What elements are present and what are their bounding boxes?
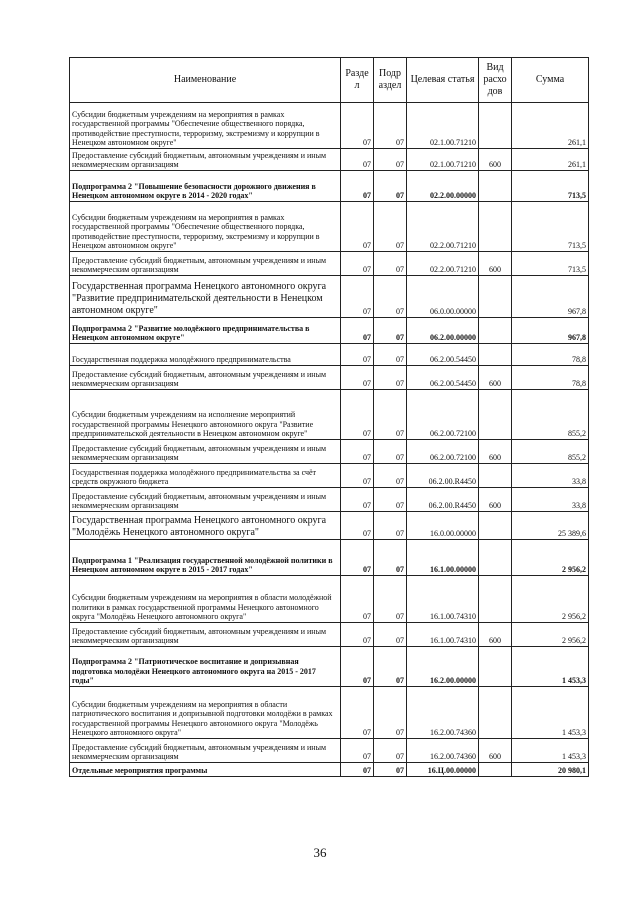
row-target: 06.2.00.R4450	[407, 464, 479, 488]
header-subsection: Подр аздел	[374, 58, 407, 103]
row-subsection: 07	[374, 103, 407, 149]
row-type	[479, 512, 512, 540]
row-target: 06.2.00.R4450	[407, 488, 479, 512]
table-row	[70, 464, 589, 488]
row-target: 16.1.00.00000	[407, 540, 479, 576]
row-amount: 33,8	[512, 464, 589, 488]
row-type: 600	[479, 623, 512, 647]
row-section: 07	[341, 540, 374, 576]
row-section: 07	[341, 763, 374, 777]
header-expense-type: Вид расхо дов	[479, 58, 512, 103]
row-type: 600	[479, 488, 512, 512]
row-type	[479, 171, 512, 202]
row-amount: 261,1	[512, 149, 589, 171]
row-name: Подпрограмма 1 "Реализация государственной молодёжной политики в Ненецком автономном округе в 2015 - 2017 годах"	[70, 540, 341, 576]
row-name: Отдельные мероприятия программы	[70, 763, 341, 777]
row-amount: 967,8	[512, 276, 589, 318]
row-name: Подпрограмма 2 "Патриотическое воспитание и допризывная подготовка молодёжи Ненецкого автономного округа на 2015 - 2017 годы"	[70, 647, 341, 687]
row-subsection: 07	[374, 344, 407, 366]
row-subsection: 07	[374, 252, 407, 276]
header-target: Целевая статья	[407, 58, 479, 103]
row-target: 02.2.00.71210	[407, 252, 479, 276]
row-type	[479, 103, 512, 149]
header-section: Разде л	[341, 58, 374, 103]
row-amount: 967,8	[512, 318, 589, 344]
table-row	[70, 390, 589, 440]
row-section: 07	[341, 103, 374, 149]
row-target: 06.2.00.00000	[407, 318, 479, 344]
row-amount: 2 956,2	[512, 623, 589, 647]
row-amount: 713,5	[512, 171, 589, 202]
row-target: 16.1.00.74310	[407, 623, 479, 647]
row-section: 07	[341, 687, 374, 739]
row-subsection: 07	[374, 366, 407, 390]
row-type: 600	[479, 149, 512, 171]
row-target: 06.2.00.54450	[407, 366, 479, 390]
row-name: Субсидии бюджетным учреждениям на мероприятия в области молодёжной политики в рамках государственной программы Ненецкого автономного округа "Молодёжь Ненецкого автономного округа"	[70, 576, 341, 623]
row-name: Государственная поддержка молодёжного предпринимательства за счёт средств окружного бюджета	[70, 464, 341, 488]
row-type	[479, 276, 512, 318]
row-amount: 2 956,2	[512, 576, 589, 623]
row-name: Субсидии бюджетным учреждениям на мероприятия в рамках государственной программы "Обеспечение общественного порядка, противодействие преступности, терроризму, экстремизму и коррупции в Ненецком автономном округе"	[70, 103, 341, 149]
table-row	[70, 623, 589, 647]
row-name: Предоставление субсидий бюджетным, автономным учреждениям и иным некоммерческим организациям	[70, 252, 341, 276]
row-amount: 1 453,3	[512, 739, 589, 763]
row-amount: 78,8	[512, 344, 589, 366]
row-type	[479, 318, 512, 344]
row-name: Предоставление субсидий бюджетным, автономным учреждениям и иным некоммерческим организациям	[70, 488, 341, 512]
row-subsection: 07	[374, 318, 407, 344]
row-type	[479, 576, 512, 623]
row-subsection: 07	[374, 623, 407, 647]
row-target: 02.1.00.71210	[407, 149, 479, 171]
row-name: Субсидии бюджетным учреждениям на исполнение мероприятий государственной программы Ненецкого автономного округа "Развитие предпринимательской деятельности в Ненецком автономном округе"	[70, 390, 341, 440]
table-row	[70, 202, 589, 252]
row-name: Государственная программа Ненецкого автономного округа "Развитие предпринимательской деятельности в Ненецком автономном округе"	[70, 276, 341, 318]
header-amount: Сумма	[512, 58, 589, 103]
row-section: 07	[341, 623, 374, 647]
row-target: 16.Ц.00.00000	[407, 763, 479, 777]
row-section: 07	[341, 171, 374, 202]
row-type	[479, 202, 512, 252]
row-name: Предоставление субсидий бюджетным, автономным учреждениям и иным некоммерческим организациям	[70, 366, 341, 390]
row-section: 07	[341, 647, 374, 687]
row-type: 600	[479, 739, 512, 763]
row-name: Предоставление субсидий бюджетным, автономным учреждениям и иным некоммерческим организациям	[70, 149, 341, 171]
table-row	[70, 739, 589, 763]
row-section: 07	[341, 512, 374, 540]
table-row	[70, 512, 589, 540]
row-target: 16.0.00.00000	[407, 512, 479, 540]
row-target: 02.2.00.00000	[407, 171, 479, 202]
table-row	[70, 252, 589, 276]
row-section: 07	[341, 149, 374, 171]
row-amount: 713,5	[512, 252, 589, 276]
row-amount: 25 389,6	[512, 512, 589, 540]
row-type	[479, 344, 512, 366]
row-target: 16.1.00.74310	[407, 576, 479, 623]
row-amount: 855,2	[512, 440, 589, 464]
row-target: 02.2.00.71210	[407, 202, 479, 252]
table-row	[70, 576, 589, 623]
row-section: 07	[341, 739, 374, 763]
row-name: Подпрограмма 2 "Повышение безопасности дорожного движения в Ненецком автономном округе в 2014 - 2020 годах"	[70, 171, 341, 202]
row-subsection: 07	[374, 171, 407, 202]
row-name: Предоставление субсидий бюджетным, автономным учреждениям и иным некоммерческим организациям	[70, 623, 341, 647]
row-type: 600	[479, 366, 512, 390]
row-type: 600	[479, 252, 512, 276]
row-subsection: 07	[374, 687, 407, 739]
row-subsection: 07	[374, 202, 407, 252]
row-target: 16.2.00.00000	[407, 647, 479, 687]
row-amount: 261,1	[512, 103, 589, 149]
row-amount: 33,8	[512, 488, 589, 512]
row-type: 600	[479, 440, 512, 464]
budget-table	[69, 57, 589, 777]
header-name: Наименование	[70, 58, 341, 103]
row-subsection: 07	[374, 763, 407, 777]
table-row	[70, 763, 589, 777]
row-name: Подпрограмма 2 "Развитие молодёжного предпринимательства в Ненецком автономном округе"	[70, 318, 341, 344]
row-name: Предоставление субсидий бюджетным, автономным учреждениям и иным некоммерческим организациям	[70, 440, 341, 464]
row-subsection: 07	[374, 464, 407, 488]
table-row	[70, 276, 589, 318]
table-row	[70, 647, 589, 687]
row-section: 07	[341, 440, 374, 464]
row-type	[479, 464, 512, 488]
table-row	[70, 366, 589, 390]
table-row	[70, 149, 589, 171]
row-subsection: 07	[374, 488, 407, 512]
row-target: 06.2.00.72100	[407, 440, 479, 464]
row-subsection: 07	[374, 739, 407, 763]
table-header-row	[70, 58, 589, 103]
row-subsection: 07	[374, 276, 407, 318]
row-subsection: 07	[374, 440, 407, 464]
row-name: Субсидии бюджетным учреждениям на мероприятия в рамках государственной программы "Обеспечение общественного порядка, противодействие преступности, терроризму, экстремизму и коррупции в Ненецком автономном округе"	[70, 202, 341, 252]
row-section: 07	[341, 366, 374, 390]
row-target: 06.2.00.72100	[407, 390, 479, 440]
table-row	[70, 344, 589, 366]
row-type	[479, 540, 512, 576]
row-section: 07	[341, 464, 374, 488]
row-amount: 855,2	[512, 390, 589, 440]
row-amount: 2 956,2	[512, 540, 589, 576]
table-row	[70, 103, 589, 149]
row-type	[479, 763, 512, 777]
row-amount: 1 453,3	[512, 687, 589, 739]
row-section: 07	[341, 576, 374, 623]
row-name: Субсидии бюджетным учреждениям на мероприятия в области патриотического воспитания и допризывной подготовки молодёжи в рамках государственной программы Ненецкого автономного округа "Молодёжь Ненецкого автономного округа"	[70, 687, 341, 739]
row-subsection: 07	[374, 540, 407, 576]
row-type	[479, 687, 512, 739]
row-target: 16.2.00.74360	[407, 687, 479, 739]
row-target: 06.0.00.00000	[407, 276, 479, 318]
row-section: 07	[341, 276, 374, 318]
row-amount: 20 980,1	[512, 763, 589, 777]
row-amount: 713,5	[512, 202, 589, 252]
row-amount: 78,8	[512, 366, 589, 390]
row-subsection: 07	[374, 149, 407, 171]
row-target: 06.2.00.54450	[407, 344, 479, 366]
row-section: 07	[341, 202, 374, 252]
table-row	[70, 687, 589, 739]
table-row	[70, 440, 589, 464]
table-row	[70, 488, 589, 512]
row-section: 07	[341, 252, 374, 276]
table-row	[70, 318, 589, 344]
row-target: 16.2.00.74360	[407, 739, 479, 763]
row-name: Государственная поддержка молодёжного предпринимательства	[70, 344, 341, 366]
row-name: Предоставление субсидий бюджетным, автономным учреждениям и иным некоммерческим организациям	[70, 739, 341, 763]
row-subsection: 07	[374, 576, 407, 623]
row-type	[479, 390, 512, 440]
row-section: 07	[341, 390, 374, 440]
row-section: 07	[341, 318, 374, 344]
row-subsection: 07	[374, 390, 407, 440]
table-row	[70, 540, 589, 576]
page-number: 36	[313, 845, 327, 860]
row-amount: 1 453,3	[512, 647, 589, 687]
row-type	[479, 647, 512, 687]
row-subsection: 07	[374, 512, 407, 540]
row-target: 02.1.00.71210	[407, 103, 479, 149]
row-section: 07	[341, 488, 374, 512]
row-section: 07	[341, 344, 374, 366]
row-subsection: 07	[374, 647, 407, 687]
table-row	[70, 171, 589, 202]
row-name: Государственная программа Ненецкого автономного округа "Молодёжь Ненецкого автономного округа"	[70, 512, 341, 540]
